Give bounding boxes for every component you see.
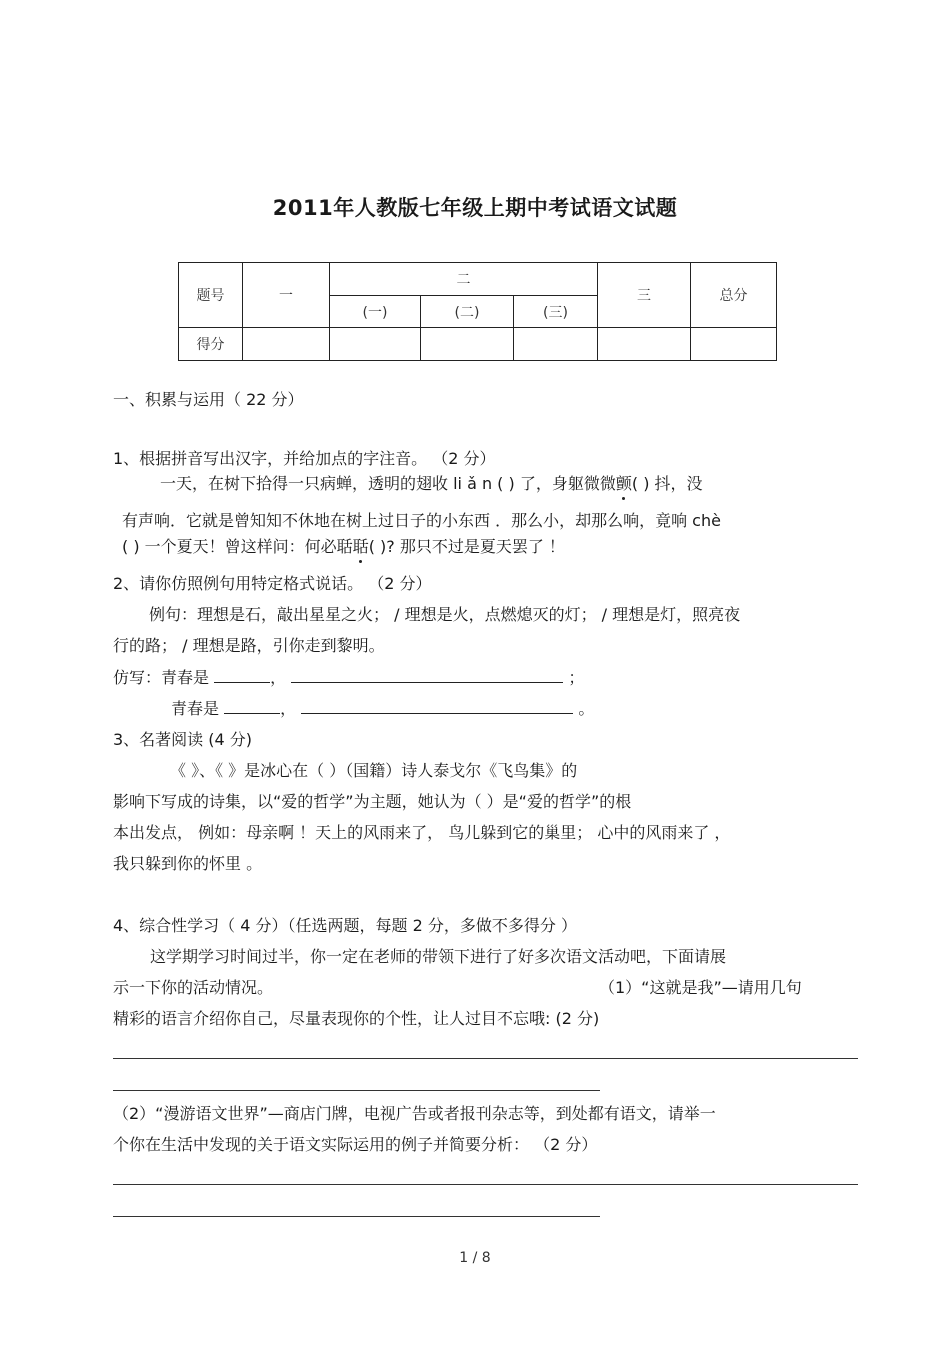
q4-sub-1-title: （1）“这就是我”—请用几句 bbox=[599, 978, 802, 997]
q1-line-3 bbox=[122, 537, 565, 557]
score-table-col-2-sub-2: (二) bbox=[421, 296, 514, 328]
score-table bbox=[178, 262, 777, 361]
q2-example-1: 例句：理想是石，敲出星星之火； / 理想是火，点燃熄灭的灯； / 理想是灯，照亮夜 bbox=[149, 605, 741, 624]
q3-line-4: 我只躲到你的怀里 。 bbox=[113, 854, 263, 873]
q4-title: 4、综合性学习（ 4 分）（任选两题，每题 2 分，多做不多得分 ） bbox=[113, 916, 577, 935]
q3-line-1: 《 》、《 》是冰心在（ ）（国籍）诗人泰戈尔《飞鸟集》的 bbox=[170, 761, 578, 780]
q2-end-2: 。 bbox=[578, 699, 595, 718]
q4-sub-2-desc: 个你在生活中发现的关于语文实际运用的例子并简要分析： （2 分） bbox=[113, 1135, 598, 1154]
q2-blank-short-2[interactable] bbox=[224, 699, 280, 714]
page-number: 1 / 8 bbox=[459, 1250, 491, 1266]
q3-line-3: 本出发点， 例如：母亲啊 ！天上的风雨来了， 鸟儿躲到它的巢里； 心中的风雨来了 ， bbox=[113, 823, 731, 842]
score-table-score-label: 得分 bbox=[179, 328, 243, 361]
score-cell[interactable] bbox=[243, 328, 330, 361]
q1-title: 1、根据拼音写出汉字，并给加点的字注音。 （2 分） bbox=[113, 449, 496, 468]
q2-blank-long-1[interactable] bbox=[291, 668, 563, 683]
q2-sep-2: ， bbox=[280, 699, 297, 718]
q2-sep-1: ， bbox=[270, 668, 287, 687]
score-table-col-2-sub-3: (三) bbox=[514, 296, 598, 328]
answer-line[interactable] bbox=[113, 1090, 600, 1091]
score-cell[interactable] bbox=[598, 328, 691, 361]
q1-line-3-text: ( ) 一个夏天！曾这样问：何必聒 bbox=[122, 537, 353, 556]
q2-imitate-1 bbox=[113, 668, 584, 688]
q1-line-1-text: 一天，在树下拾得一只病蝉，透明的翅收 li ǎ n ( ) 了，身躯微微 bbox=[160, 474, 616, 493]
score-cell[interactable] bbox=[330, 328, 421, 361]
score-table-col-total: 总分 bbox=[691, 263, 777, 328]
q1-dotted-char-1: 颤 bbox=[615, 474, 632, 493]
q4-sub-2-title: （2）“漫游语文世界”—商店门牌，电视广告或者报刊杂志等，到处都有语文，请举一 bbox=[113, 1104, 716, 1123]
score-table-col-3: 三 bbox=[598, 263, 691, 328]
q1-line-3-end: ( )? 那只不过是夏天罢了 ！ bbox=[368, 537, 565, 556]
section-1-heading: 一、积累与运用（ 22 分） bbox=[113, 390, 304, 409]
q4-intro-2: 示一下你的活动情况。 bbox=[113, 978, 274, 997]
q2-end-1: ； bbox=[568, 668, 585, 687]
q3-line-2: 影响下写成的诗集，以“爱的哲学”为主题，她认为（ ）是“爱的哲学”的根 bbox=[113, 792, 632, 811]
page-title: 2011年人教版七年级上期中考试语文试题 bbox=[272, 196, 678, 220]
q1-line-2: 有声响．它就是曾知知不休地在树上过日子的小东西 ．那么小，却那么响，竟响 chè bbox=[122, 511, 721, 530]
q2-blank-long-2[interactable] bbox=[301, 699, 573, 714]
q4-sub-1-desc: 精彩的语言介绍你自己，尽量表现你的个性，让人过目不忘哦: (2 分) bbox=[113, 1009, 600, 1028]
q4-intro-1: 这学期学习时间过半，你一定在老师的带领下进行了好多次语文活动吧，下面请展 bbox=[150, 947, 727, 966]
q2-example-2: 行的路； / 理想是路，引你走到黎明。 bbox=[113, 636, 385, 655]
q2-blank-short-1[interactable] bbox=[214, 668, 270, 683]
q1-dotted-char-2: 聒 bbox=[352, 537, 369, 556]
q2-imitate-label-2: 青春是 bbox=[171, 699, 220, 718]
answer-line[interactable] bbox=[113, 1058, 858, 1059]
answer-line[interactable] bbox=[113, 1184, 858, 1185]
q2-imitate-2 bbox=[171, 699, 594, 719]
q2-imitate-label: 仿写：青春是 bbox=[113, 668, 210, 687]
q2-title: 2、请你仿照例句用特定格式说话。 （2 分） bbox=[113, 574, 432, 593]
q1-line-1 bbox=[160, 474, 703, 494]
q1-line-1-end: ( ) 抖，没 bbox=[631, 474, 703, 493]
score-table-col-1: 一 bbox=[243, 263, 330, 328]
score-table-header-label: 题号 bbox=[179, 263, 243, 328]
score-cell[interactable] bbox=[421, 328, 514, 361]
score-cell[interactable] bbox=[514, 328, 598, 361]
score-table-col-2: 二 bbox=[330, 263, 598, 296]
q3-title: 3、名著阅读 (4 分) bbox=[113, 730, 253, 749]
answer-line[interactable] bbox=[113, 1216, 600, 1217]
score-cell[interactable] bbox=[691, 328, 777, 361]
score-table-col-2-sub-1: (一) bbox=[330, 296, 421, 328]
